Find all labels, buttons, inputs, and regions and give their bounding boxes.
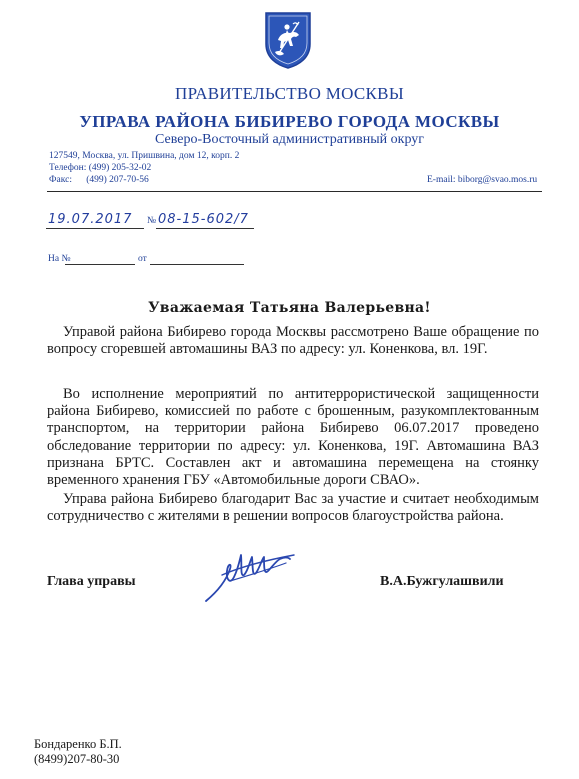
letterhead-divider [47,191,542,192]
handwritten-signature [200,545,300,605]
signatory-title: Глава управы [47,574,136,589]
signatory-name: В.А.Бужгулашвили [380,574,504,589]
district-name: Северо-Восточный административный округ [154,132,425,147]
moscow-coat-of-arms-icon [263,10,313,70]
email: E-mail: biborg@svao.mos.ru [427,175,538,185]
from-underline [150,264,244,265]
number-label: № [147,216,157,226]
outgoing-date: 19.07.2017 [48,212,133,227]
government-title: ПРАВИТЕЛЬСТВО МОСКВЫ [175,84,404,103]
address: 127549, Москва, ул. Пришвина, дом 12, корп. 2 [49,151,240,161]
reference-label: На № [48,254,71,264]
number-underline [156,228,254,229]
salutation: Уважаемая Татьяна Валерьевна! [148,300,431,316]
fax: Факс: (499) 207-70-56 [49,175,149,185]
executor-name: Бондаренко Б.П. [34,737,122,751]
paragraph-2: Во исполнение мероприятий по антитеррористической защищенности района Бибирево, комиссией по работе с брошенным, разукомплектованным транспортом, на территории района Бибирево 06.07.2017 проведено обследование территории по адресу: ул. Коненкова, 19Г. Автомашина ВАЗ признана БРТС. Составлен акт и автомашина перемещена на стоянку временного хранения ГБУ «Автомобильные дороги СВАО». [47,386,539,489]
reference-underline [65,264,135,265]
phone: Телефон: (499) 205-32-02 [49,163,152,173]
date-underline [46,228,144,229]
outgoing-number: 08-15-602/7 [158,212,249,227]
from-label: от [138,254,147,264]
paragraph-1: Управой района Бибирево города Москвы рассмотрено Ваше обращение по вопросу сгоревшей автомашины ВАЗ по адресу: ул. Коненкова, вл. 19Г. [47,324,539,358]
executor-phone: (8499)207-80-30 [34,752,120,766]
paragraph-3: Управа района Бибирево благодарит Вас за участие и считает необходимым сотрудничество с жителями в решении вопросов благоустройства района. [47,491,539,525]
organization-title: УПРАВА РАЙОНА БИБИРЕВО ГОРОДА МОСКВЫ [79,112,500,131]
